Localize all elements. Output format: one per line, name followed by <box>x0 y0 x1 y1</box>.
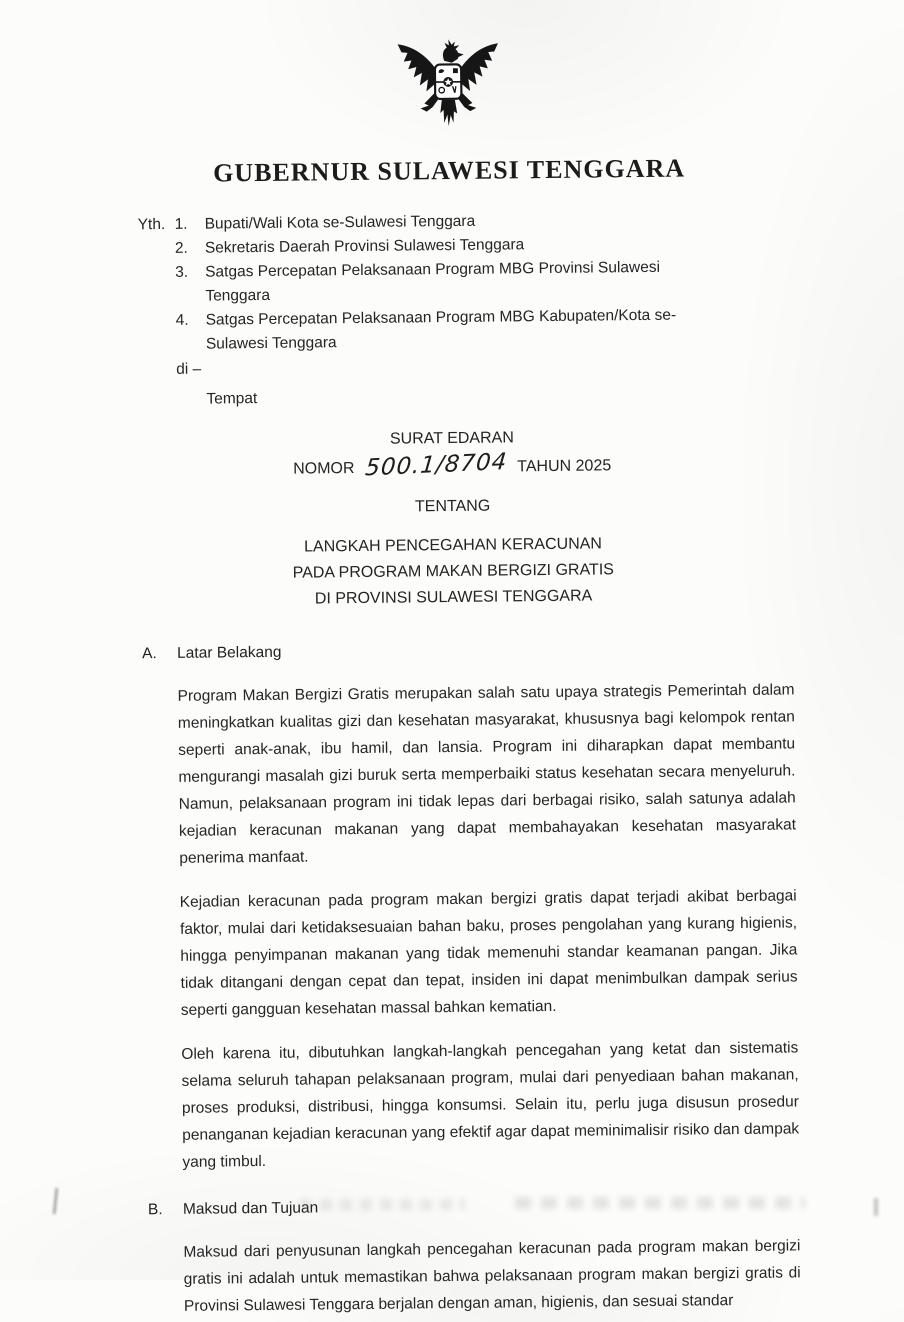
doc-title <box>1 528 904 615</box>
letterhead-title: GUBERNUR SULAWESI TENGGARA <box>0 151 901 190</box>
handwritten-nomor: 500.1/8704 <box>364 449 508 482</box>
addressee-number: 3. <box>175 261 206 309</box>
addressee-item: Bupati/Wali Kota se-Sulawesi Tenggara <box>205 207 723 236</box>
doc-title-line: LANGKAH PENCEGAHAN KERACUNAN <box>1 528 904 563</box>
paragraph: Kejadian keracunan pada program makan bergizi gratis dapat terjadi akibat berbagai faktor, mulai dari ketidaksesuaian bahan baku, proses pengolahan yang kurang higienis, hingga penyimpanan makanan yang tidak memenuhi standar keamanan pangan. Jika tidak ditangani dengan cepat dan tepat, insiden ini dapat menimbulkan dampak serius seperti gangguan kesehatan massal bahkan kematian. <box>180 882 798 1023</box>
subject-block <box>0 421 904 615</box>
tahun-label: TAHUN 2025 <box>517 457 611 475</box>
bleed-through-text <box>515 1197 805 1209</box>
doc-title-line: PADA PROGRAM MAKAN BERGIZI GRATIS <box>1 554 904 589</box>
paragraph: Oleh karena itu, dibutuhkan langkah-langkah pencegahan yang ketat dan sistematis selama seluruh tahapan pelaksanaan program, mulai dari penyediaan bahan makanan, proses produksi, distribusi, hingga konsumsi. Selain itu, perlu juga disusun prosedur penanganan kejadian keracunan yang efektif agar dapat meminimalisir risiko dan dampak yang timbul. <box>181 1034 799 1175</box>
addressee-item: Satgas Percepatan Pelaksanaan Program MBG Kabupaten/Kota se-Sulawesi Tenggara <box>206 303 724 356</box>
addressee-di-line: di – <box>176 352 724 382</box>
letter-body <box>142 635 801 1320</box>
addressee-block <box>138 207 725 412</box>
nomor-prefix: NOMOR <box>293 460 355 478</box>
tentang-label: TENTANG <box>1 489 904 524</box>
addressee-number: 2. <box>175 237 205 261</box>
paragraph: Maksud dari penyusunan langkah pencegahan keracunan pada program makan bergizi gratis ini adalah untuk memastikan bahwa pelaksanaan program makan bergizi gratis di Provinsi Sulawesi Tenggara berjalan dengan aman, higienis, dan sesuai standar <box>183 1232 801 1319</box>
addressee-row <box>139 303 724 357</box>
section-latar-belakang <box>142 635 800 1176</box>
addressee-row <box>138 255 723 309</box>
section-heading: Maksud dan Tujuan <box>183 1191 800 1221</box>
addressee-salutation: Yth. <box>138 213 175 237</box>
addressee-item: Satgas Percepatan Pelaksanaan Program MBG Provinsi Sulawesi Tenggara <box>205 255 723 308</box>
addressee-number: 4. <box>176 309 207 357</box>
doc-type-title: SURAT EDARAN <box>0 421 904 456</box>
addressee-number: 1. <box>175 213 205 237</box>
garuda-pancasila-icon <box>388 25 509 140</box>
addressee-item: Sekretaris Daerah Provinsi Sulawesi Tenggara <box>205 231 723 260</box>
scan-edge-artifact <box>874 1198 878 1216</box>
section-letter: B. <box>148 1198 183 1222</box>
section-letter: A. <box>142 642 177 666</box>
bleed-through-text <box>300 1199 465 1210</box>
doc-title-line: DI PROVINSI SULAWESI TENGGARA <box>1 580 904 615</box>
section-maksud-tujuan <box>148 1191 801 1320</box>
section-heading: Latar Belakang <box>177 635 794 665</box>
addressee-place: Tempat <box>206 382 724 411</box>
paragraph: Program Makan Bergizi Gratis merupakan salah satu upaya strategis Pemerintah dalam meningkatkan kualitas gizi dan kesehatan masyarakat, khususnya bagi kelompok rentan seperti anak-anak, ibu hamil, dan lansia. Program ini diharapkan dapat membantu mengurangi masalah gizi buruk serta memperbaiki status kesehatan secara menyeluruh. Namun, pelaksanaan program ini tidak lepas dari berbagai risiko, salah satunya adalah kejadian keracunan makanan yang dapat membahayakan kesehatan masyarakat penerima manfaat. <box>177 676 796 871</box>
